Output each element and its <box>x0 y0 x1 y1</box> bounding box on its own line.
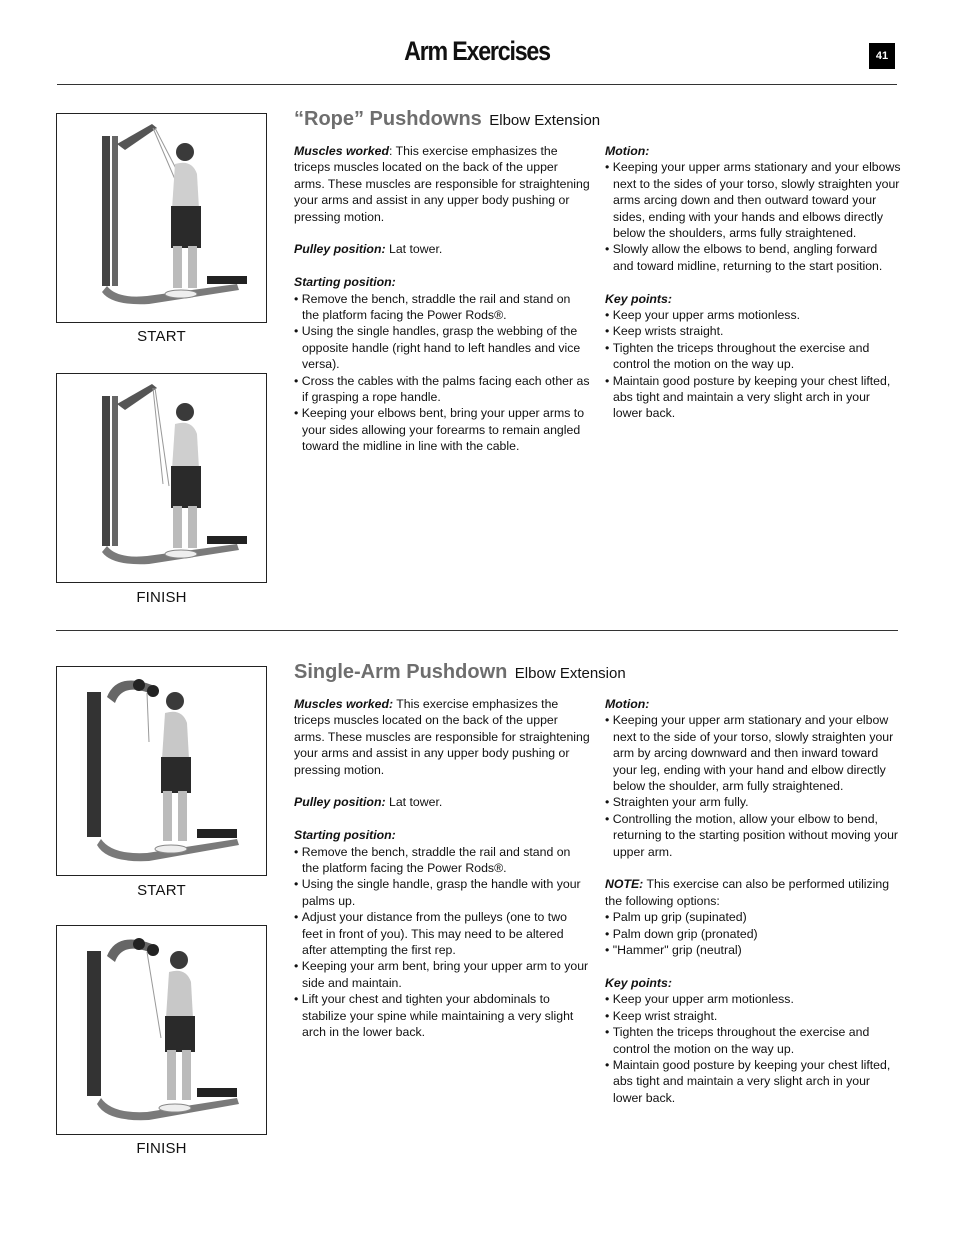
finish-position-photo <box>56 373 267 583</box>
list-item: • Remove the bench, straddle the rail and stand on the platform facing the Power Rods®. <box>294 844 590 877</box>
list-item: • Lift your chest and tighten your abdominals to stabilize your spine while maintaining a very slight arch in the lower back. <box>294 991 590 1040</box>
pulley-position: Pulley position: Lat tower. <box>294 795 443 810</box>
motion-label: Motion: <box>605 697 650 711</box>
list-item: • Keep your upper arm motionless. <box>605 991 901 1007</box>
section-divider <box>56 630 898 631</box>
instructions-left-column <box>294 143 590 455</box>
list-item: • Keeping your arm bent, bring your upper arm to your side and maintain. <box>294 958 590 991</box>
start-position-photo <box>56 113 267 323</box>
start-caption: START <box>137 328 186 345</box>
list-item: • Palm up grip (supinated) <box>605 909 901 925</box>
start-position-photo <box>56 666 267 876</box>
list-item: • Using the single handles, grasp the webbing of the opposite handle (right hand to left handles and vice versa). <box>294 323 590 372</box>
list-item: • Keep wrist straight. <box>605 1008 901 1024</box>
list-item: • Keep wrists straight. <box>605 323 901 339</box>
note: NOTE: This exercise can also be performed utilizing the following options: <box>605 877 890 908</box>
instructions-left-column <box>294 696 590 1041</box>
list-item: • Keeping your upper arms stationary and your elbows next to the sides of your torso, slowly straighten your arms arcing down and then outward toward your sides, ending with your hands and elbows directly below the shoulders, arms fully straightened. <box>605 159 901 241</box>
exercise-heading <box>294 661 626 684</box>
page-number-badge: 41 <box>869 43 895 69</box>
muscles-worked: Muscles worked: This exercise emphasizes the triceps muscles located on the back of the upper arms. These muscles are responsible for straightening your arms and assist in any upper body pushing or pressing motion. <box>294 144 590 224</box>
list-item: • Adjust your distance from the pulleys (one to two feet in front of you). This may need to be altered after attempting the first rep. <box>294 909 590 958</box>
finish-position-photo <box>56 925 267 1135</box>
motion-label: Motion: <box>605 144 650 158</box>
list-item: • Using the single handle, grasp the handle with your palms up. <box>294 876 590 909</box>
list-item: • Slowly allow the elbows to bend, angling forward and toward midline, returning to the start position. <box>605 241 901 274</box>
finish-caption: FINISH <box>136 589 187 606</box>
key-points-label: Key points: <box>605 975 672 990</box>
starting-position-label: Starting position: <box>294 828 396 843</box>
muscles-worked: Muscles worked: This exercise emphasizes the triceps muscles located on the back of the upper arms. These muscles are responsible for straightening your arms and assist in any upper body pushing or pressing motion. <box>294 697 590 777</box>
page-title: Arm Exercises <box>404 36 550 66</box>
list-item: • Remove the bench, straddle the rail and stand on the platform facing the Power Rods®. <box>294 291 590 324</box>
list-item: • Tighten the triceps throughout the exercise and control the motion on the way up. <box>605 340 901 373</box>
list-item: • Straighten your arm fully. <box>605 794 901 810</box>
list-item: • Keeping your upper arm stationary and your elbow next to the side of your torso, slowly straighten your arm by arcing downward and then inward toward your leg, ending with your hand and elbow directly below the shoulder, arm fully straightened. <box>605 712 901 794</box>
starting-position-label: Starting position: <box>294 275 396 290</box>
exercise-heading <box>294 108 600 131</box>
list-item: • Maintain good posture by keeping your chest lifted, abs tight and maintain a very slight arch in your lower back. <box>605 1057 901 1106</box>
list-item: • Keep your upper arms motionless. <box>605 307 901 323</box>
list-item: • Tighten the triceps throughout the exercise and control the motion on the way up. <box>605 1024 901 1057</box>
list-item: • Controlling the motion, allow your elbow to bend, returning to the starting position without moving your upper arm. <box>605 811 901 860</box>
instructions-right-column <box>605 696 901 1106</box>
list-item: • Palm down grip (pronated) <box>605 926 901 942</box>
finish-caption: FINISH <box>136 1140 187 1157</box>
pulley-position: Pulley position: Lat tower. <box>294 242 443 257</box>
list-item: • Keeping your elbows bent, bring your upper arms to your sides allowing your forearms to remain angled toward the midline in line with the cable. <box>294 405 590 454</box>
exercise-subtitle: Elbow Extension <box>489 112 601 129</box>
header-divider <box>57 84 897 85</box>
list-item: • Maintain good posture by keeping your chest lifted, abs tight and maintain a very slight arch in your lower back. <box>605 373 901 422</box>
instructions-right-column <box>605 143 901 422</box>
start-caption: START <box>137 882 186 899</box>
exercise-title: “Rope” Pushdowns <box>294 108 482 130</box>
list-item: • "Hammer" grip (neutral) <box>605 942 901 958</box>
list-item: • Cross the cables with the palms facing each other as if grasping a rope handle. <box>294 373 590 406</box>
key-points-label: Key points: <box>605 291 672 306</box>
exercise-subtitle: Elbow Extension <box>514 665 626 682</box>
exercise-title: Single-Arm Pushdown <box>294 661 508 683</box>
